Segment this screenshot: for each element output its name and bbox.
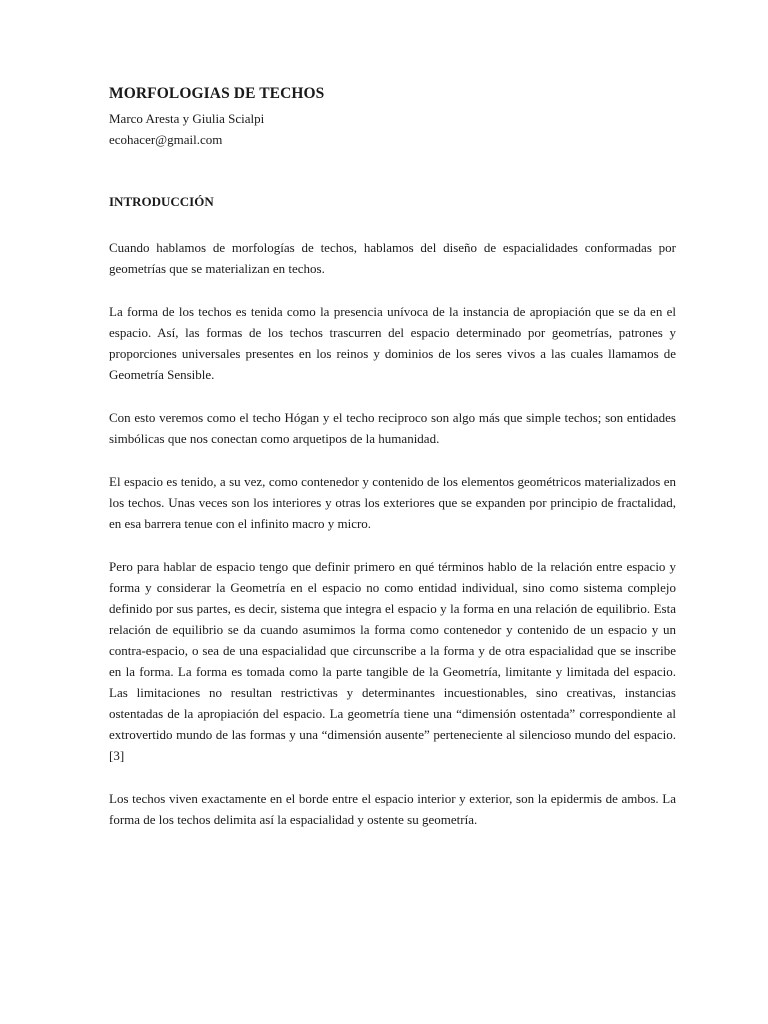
- paragraph: La forma de los techos es tenida como la presencia unívoca de la instancia de apropiación que se da en el espacio. Así, las formas de los techos trascurren del espacio determinado por geometrías, patrones y proporciones universales presentes en los reinos y dominios de los seres vivos a las cuales llamamos de Geometría Sensible.: [109, 304, 676, 382]
- authors: Marco Aresta y Giulia Scialpi: [109, 111, 265, 126]
- document-title: MORFOLOGIAS DE TECHOS: [109, 85, 325, 102]
- document-page: [109, 84, 676, 830]
- paragraph: Los techos viven exactamente en el borde entre el espacio interior y exterior, son la epidermis de ambos. La forma de los techos delimita así la espacialidad y ostente su geometría.: [109, 791, 676, 827]
- paragraph: Cuando hablamos de morfologías de techos, hablamos del diseño de espacialidades conformadas por geometrías que se materializan en techos.: [109, 240, 676, 276]
- author-email: ecohacer@gmail.com: [109, 132, 223, 147]
- paragraph: Con esto veremos como el techo Hógan y el techo reciproco son algo más que simple techos; son entidades simbólicas que nos conectan como arquetipos de la humanidad.: [109, 410, 676, 446]
- section-heading-introduccion: INTRODUCCIÓN: [109, 194, 214, 209]
- paragraph: El espacio es tenido, a su vez, como contenedor y contenido de los elementos geométricos materializados en los techos. Unas veces son los interiores y otras los exteriores que se expanden por principio de fractalidad, en esa barrera tenue con el infinito macro y micro.: [109, 474, 676, 531]
- paragraph: Pero para hablar de espacio tengo que definir primero en qué términos hablo de la relación entre espacio y forma y considerar la Geometría en el espacio no como entidad individual, sino como sistema complejo definido por sus partes, es decir, sistema que integra el espacio y la forma en una relación de equilibrio. Esta relación de equilibrio se da cuando asumimos la forma como contenedor y contenido de un espacio y un contra-espacio, o sea de una espacialidad que circunscribe a la forma y de otra espacialidad que se inscribe en la forma. La forma es tomada como la parte tangible de la Geometría, limitante y limitada del espacio. Las limitaciones no resultan restrictivas y determinantes incuestionables, sino creativas, instancias ostentadas de la apropiación del espacio. La geometría tiene una “dimensión ostentada” correspondiente al extrovertido mundo de las formas y una “dimensión ausente” perteneciente al silencioso mundo del espacio. [3]: [109, 559, 676, 763]
